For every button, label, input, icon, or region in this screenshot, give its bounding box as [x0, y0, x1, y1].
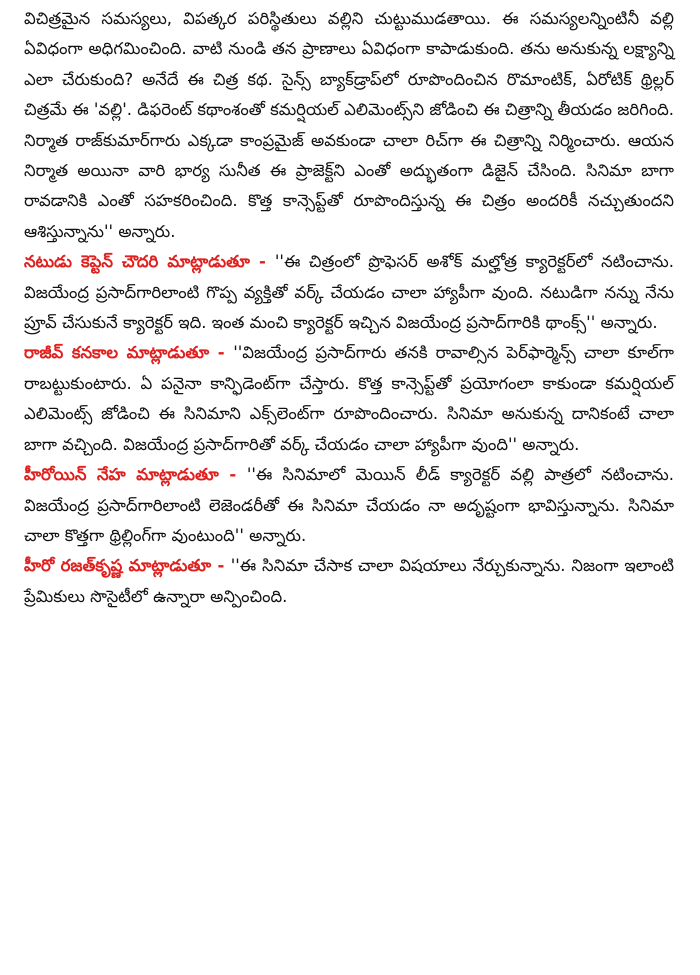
speaker-label: రాజీవ్ కనకాల మాట్లాడుతూ - — [24, 343, 234, 363]
quote-text: ''విజయేంద్ర ప్రసాద్‌గారు తనకి రావాల్సిన పెర్‌ఫార్మెన్స్ చాలా కూల్‌గా రాబట్టుకుంటారు. ఏ పనైనా కాన్ఫిడెంట్‌గా చేస్తారు. కొత్త కాన్సెప్ట్‌తో ప్రయోగంలా కాకుండా కమర్షియల్ ఎలిమెంట్స్ జోడించి ఈ సినిమాని ఎక్స్‌లెంట్‌గా రూపొందించారు. సినిమా అనుకున్న దానికంటే చాలా బాగా వచ్చింది. విజయేంద్ర ప్రసాద్‌గారితో వర్క్ చేయడం చాలా హ్యాపీగా వుంది'' అన్నారు. — [24, 343, 674, 454]
speaker-label: హీరో రజత్‌కృష్ణ మాట్లాడుతూ - — [24, 556, 231, 576]
intro-paragraph: విచిత్రమైన సమస్యలు, విపత్కర పరిస్థితులు వల్లిని చుట్టుముడతాయి. ఈ సమస్యలన్నింటినీ వల్లి ఏవిధంగా అధిగమించింది. వాటి నుండి తన ప్రాణాలు ఏవిధంగా కాపాడుకుంది. తను అనుకున్న లక్ష్యాన్ని ఎలా చేరుకుంది? అనేదే ఈ చిత్ర కథ. సైన్స్ బ్యాక్‌డ్రాప్‌లో రూపొందించిన రొమాంటిక్, ఏరోటిక్ థ్రిల్లర్ చిత్రమే ఈ 'వల్లి'. డిఫరెంట్ కథాంశంతో కమర్షియల్ ఎలిమెంట్స్‌ని జోడించి ఈ చిత్రాన్ని తీయడం జరిగింది. నిర్మాత రాజ్‌కుమార్‌గారు ఎక్కడా కాంప్రమైజ్ అవకుండా చాలా రిచ్‌గా ఈ చిత్రాన్ని నిర్మించారు. ఆయన నిర్మాత అయినా వారి భార్య సునీత ఈ ప్రాజెక్ట్‌ని ఎంతో అద్భుతంగా డిజైన్ చేసింది. సినిమా బాగా రావడానికి ఎంతో సహకరించింది. కొత్త కాన్సెప్ట్‌తో రూపొందిస్తున్న ఈ చిత్రం అందరికీ నచ్చుతుందని ఆశిస్తున్నాను'' అన్నారు. — [24, 9, 674, 241]
quote-paragraph-heroine-neha — [24, 460, 674, 551]
quote-paragraph-hero-rajat-krishna — [24, 551, 674, 612]
quote-text: ''ఈ సినిమాలో మెయిన్ లీడ్ క్యారెక్టర్ వల్లి పాత్రలో నటించాను. విజయేంద్ర ప్రసాద్‌గారిలాంటి లెజెండరీతో ఈ సినిమా చేయడం నా అదృష్టంగా భావిస్తున్నాను. సినిమా చాలా కొత్తగా థ్రిల్లింగ్‌గా వుంటుంది'' అన్నారు. — [24, 465, 674, 545]
quote-text: ''ఈ సినిమా చేసాక చాలా విషయాలు నేర్చుకున్నాను. నిజంగా ఇలాంటి ప్రేమికులు సొసైటీలో ఉన్నారా అన్పించింది. — [24, 556, 674, 606]
speaker-label: నటుడు కెప్టెన్ చౌదరి మాట్లాడుతూ - — [24, 252, 275, 272]
quote-paragraph-captain-chowdary — [24, 247, 674, 338]
quote-paragraph-rajeev-kanakala — [24, 338, 674, 460]
quote-text: ''ఈ చిత్రంలో ప్రొఫెసర్ అశోక్ మల్హోత్ర క్యారెక్టర్‌లో నటించాను. విజయేంద్ర ప్రసాద్‌గారిలాంటి గొప్ప వ్యక్తితో వర్క్ చేయడం చాలా హ్యాపీగా వుంది. నటుడిగా నన్ను నేను ప్రూవ్ చేసుకునే క్యారెక్టర్ ఇది. ఇంత మంచి క్యారెక్టర్ ఇచ్చిన విజయేంద్ర ప్రసాద్‌గారికి థాంక్స్'' అన్నారు. — [24, 252, 674, 333]
speaker-label: హీరోయిన్ నేహ మాట్లాడుతూ - — [24, 465, 247, 485]
article-body — [24, 4, 674, 612]
